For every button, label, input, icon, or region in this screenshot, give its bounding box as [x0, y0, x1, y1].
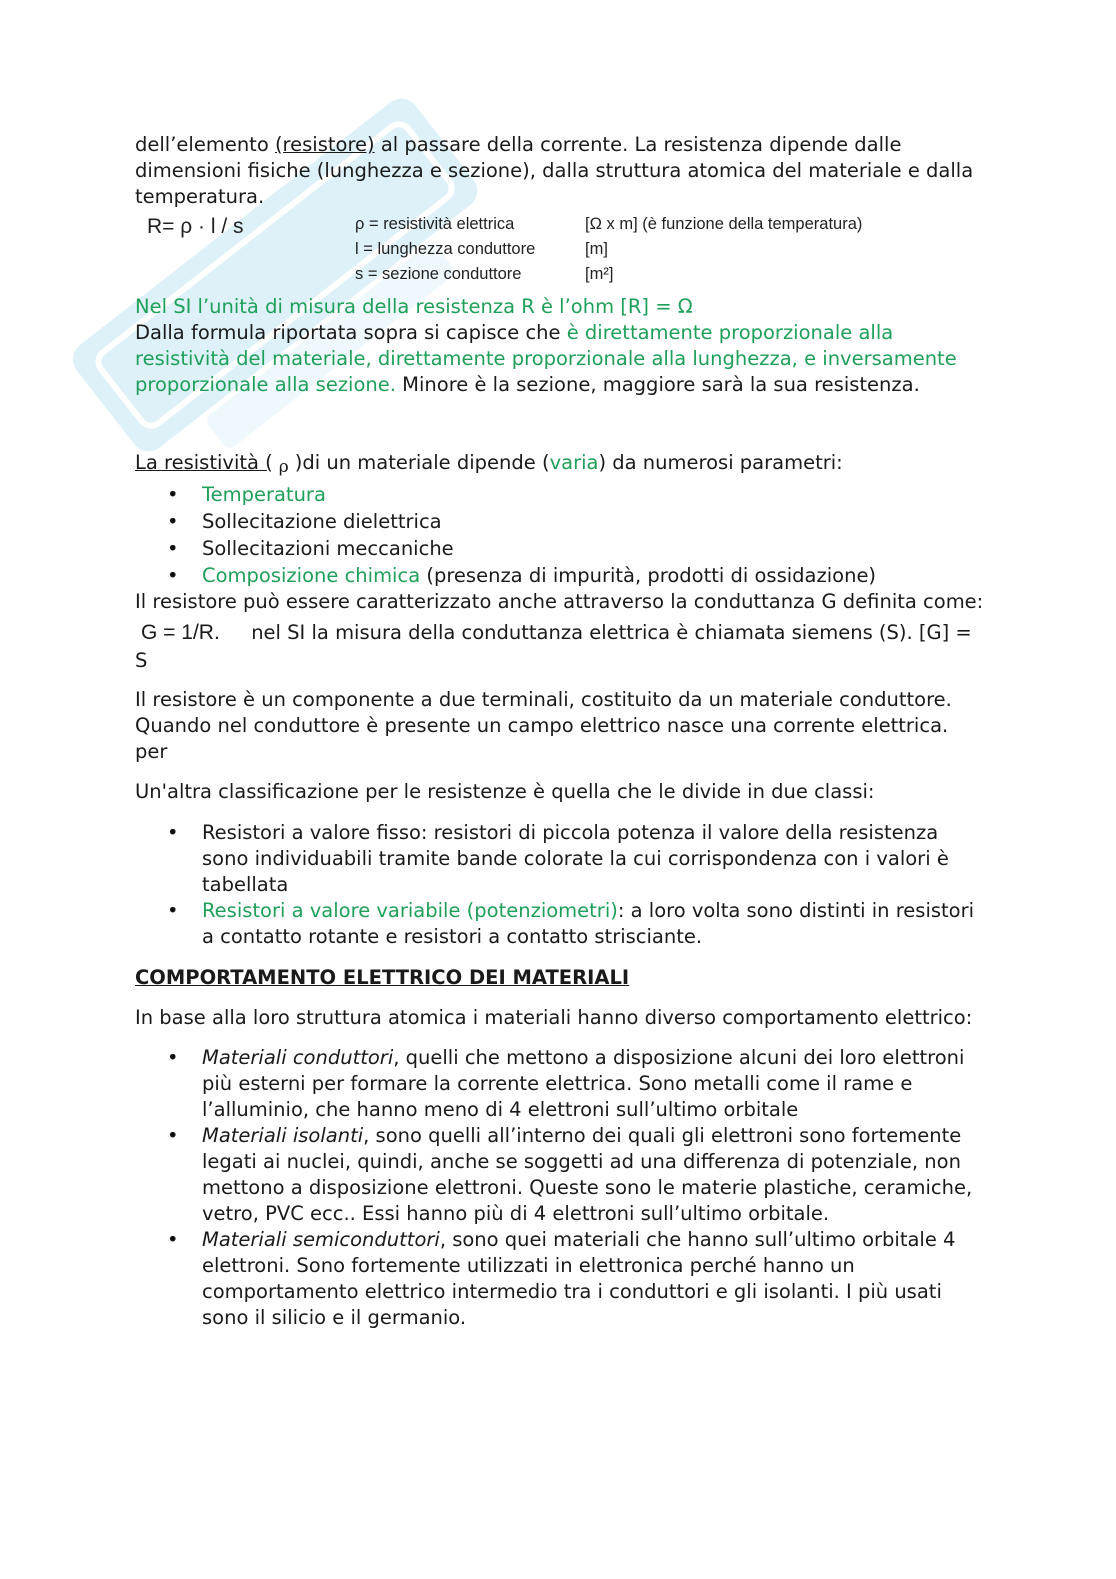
term: Materiali semiconduttori [202, 1228, 440, 1251]
paragraph-proportionality [135, 320, 985, 398]
list-item [135, 1227, 985, 1331]
formula-unit-rho: [Ω x m] (è funzione della temperatura) [585, 215, 863, 233]
text: Minore è la sezione, maggiore sarà la sua resistenza. [395, 373, 920, 396]
text-green: Composizione chimica [202, 564, 421, 587]
resistor-classes-list [135, 820, 985, 950]
formula-unit-s: [m²] [585, 265, 614, 283]
conductance-formula-image: G = 1/R. [141, 621, 220, 644]
text: Resistori a valore fisso: resistori di piccola potenza il valore della resistenza sono individuabili tramite bande colorate la cui corrispondenza con i valori è tabellata [202, 821, 949, 896]
text: , sono quelli all’interno dei quali gli elettroni sono fortemente legati ai nuclei, quindi, anche se soggetti ad una differenza di potenziale, non mettono a disposizione elettroni. Queste sono le materie plastiche, ceramiche, vetro, PVC ecc.. Essi hanno più di 4 elettroni sull’ultimo orbitale. [202, 1124, 973, 1225]
formula-def-rho: ρ = resistività elettrica [355, 215, 515, 233]
list-item [135, 820, 985, 898]
resistance-formula-image [135, 212, 985, 290]
list-item [135, 1045, 985, 1123]
paragraph-conductance: Il resistore può essere caratterizzato anche attraverso la conduttanza G definita come: [135, 590, 984, 613]
text: , sono quei materiali che hanno sull’ultimo orbitale 4 elettroni. Sono fortemente utilizzati in elettronica perché hanno un comportamento elettrico intermedio tra i conduttori e gli isolanti. I più usati sono il silicio e il germanio. [202, 1228, 956, 1329]
text: La resistività ( [135, 451, 273, 474]
formula-def-s: s = sezione conduttore [355, 265, 522, 283]
formula-def-l: l = lunghezza conduttore [355, 240, 536, 258]
text: (presenza di impurità, prodotti di ossidazione) [420, 564, 877, 587]
text: al passare della corrente. La resistenza dipende dalle dimensioni fisiche (lunghezza e sezione), dalla struttura atomica del materiale e dalla temperatura. [135, 133, 974, 208]
resistore-link[interactable]: (resistore) [274, 133, 375, 156]
text: nel SI la misura della conduttanza elettrica è chiamata siemens (S). [G] = S [135, 621, 972, 672]
paragraph-materials-intro: In base alla loro struttura atomica i materiali hanno diverso comportamento elettrico: [135, 1006, 973, 1029]
text: Dalla formula riportata sopra si capisce che [135, 321, 567, 344]
paragraph-resistor-def: Il resistore è un componente a due terminali, costituito da un materiale conduttore. Quando nel conduttore è presente un campo elettrico nasce una corrente elettrica. per [135, 688, 952, 763]
term: Materiali conduttori [202, 1046, 394, 1069]
section-heading: COMPORTAMENTO ELETTRICO DEI MATERIALI [135, 966, 630, 989]
text-green: Resistori a valore variabile (potenziometri) [202, 899, 618, 922]
list-item [135, 508, 985, 535]
text-green: è direttamente proporzionale alla resistività del materiale, direttamente proporzionale alla lunghezza, e inversamente proporzionale alla sezione. [135, 321, 957, 396]
text: ) da numerosi parametri: [598, 451, 843, 474]
paragraph-resistance-intro [135, 132, 985, 210]
si-unit-line: Nel SI l’unità di misura della resistenza R è l’ohm [R] = Ω [135, 295, 693, 318]
paragraph-resistivity [135, 450, 985, 481]
text-green: Temperatura [202, 483, 326, 506]
paragraph-conductance-formula [135, 619, 985, 675]
text: Sollecitazione dielettrica [202, 510, 442, 533]
text: Sollecitazioni meccaniche [202, 537, 454, 560]
text: dell’elemento [135, 133, 275, 156]
text: : a loro volta sono distinti in resistori a contatto rotante e resistori a contatto strisciante. [202, 899, 975, 948]
list-item [135, 535, 985, 562]
list-item [135, 898, 985, 950]
rho-symbol-image: ρ [278, 457, 289, 477]
text: , quelli che mettono a disposizione alcuni dei loro elettroni più esterni per formare la corrente elettrica. Sono metalli come il rame e l’alluminio, che hanno meno di 4 elettroni sull’ultimo orbitale [202, 1046, 965, 1121]
list-item [135, 481, 985, 508]
formula-unit-l: [m] [585, 240, 608, 258]
text: )di un materiale dipende ( [294, 451, 550, 474]
materials-list [135, 1045, 985, 1331]
document-page [135, 132, 985, 1331]
list-item [135, 1123, 985, 1227]
list-item [135, 562, 985, 589]
paragraph-classification: Un'altra classificazione per le resistenze è quella che le divide in due classi: [135, 780, 875, 803]
term: Materiali isolanti [202, 1124, 364, 1147]
formula-main: R= ρ · l / s [147, 215, 244, 238]
resistivity-parameters-list [135, 481, 985, 589]
text-green: varia [549, 451, 599, 474]
